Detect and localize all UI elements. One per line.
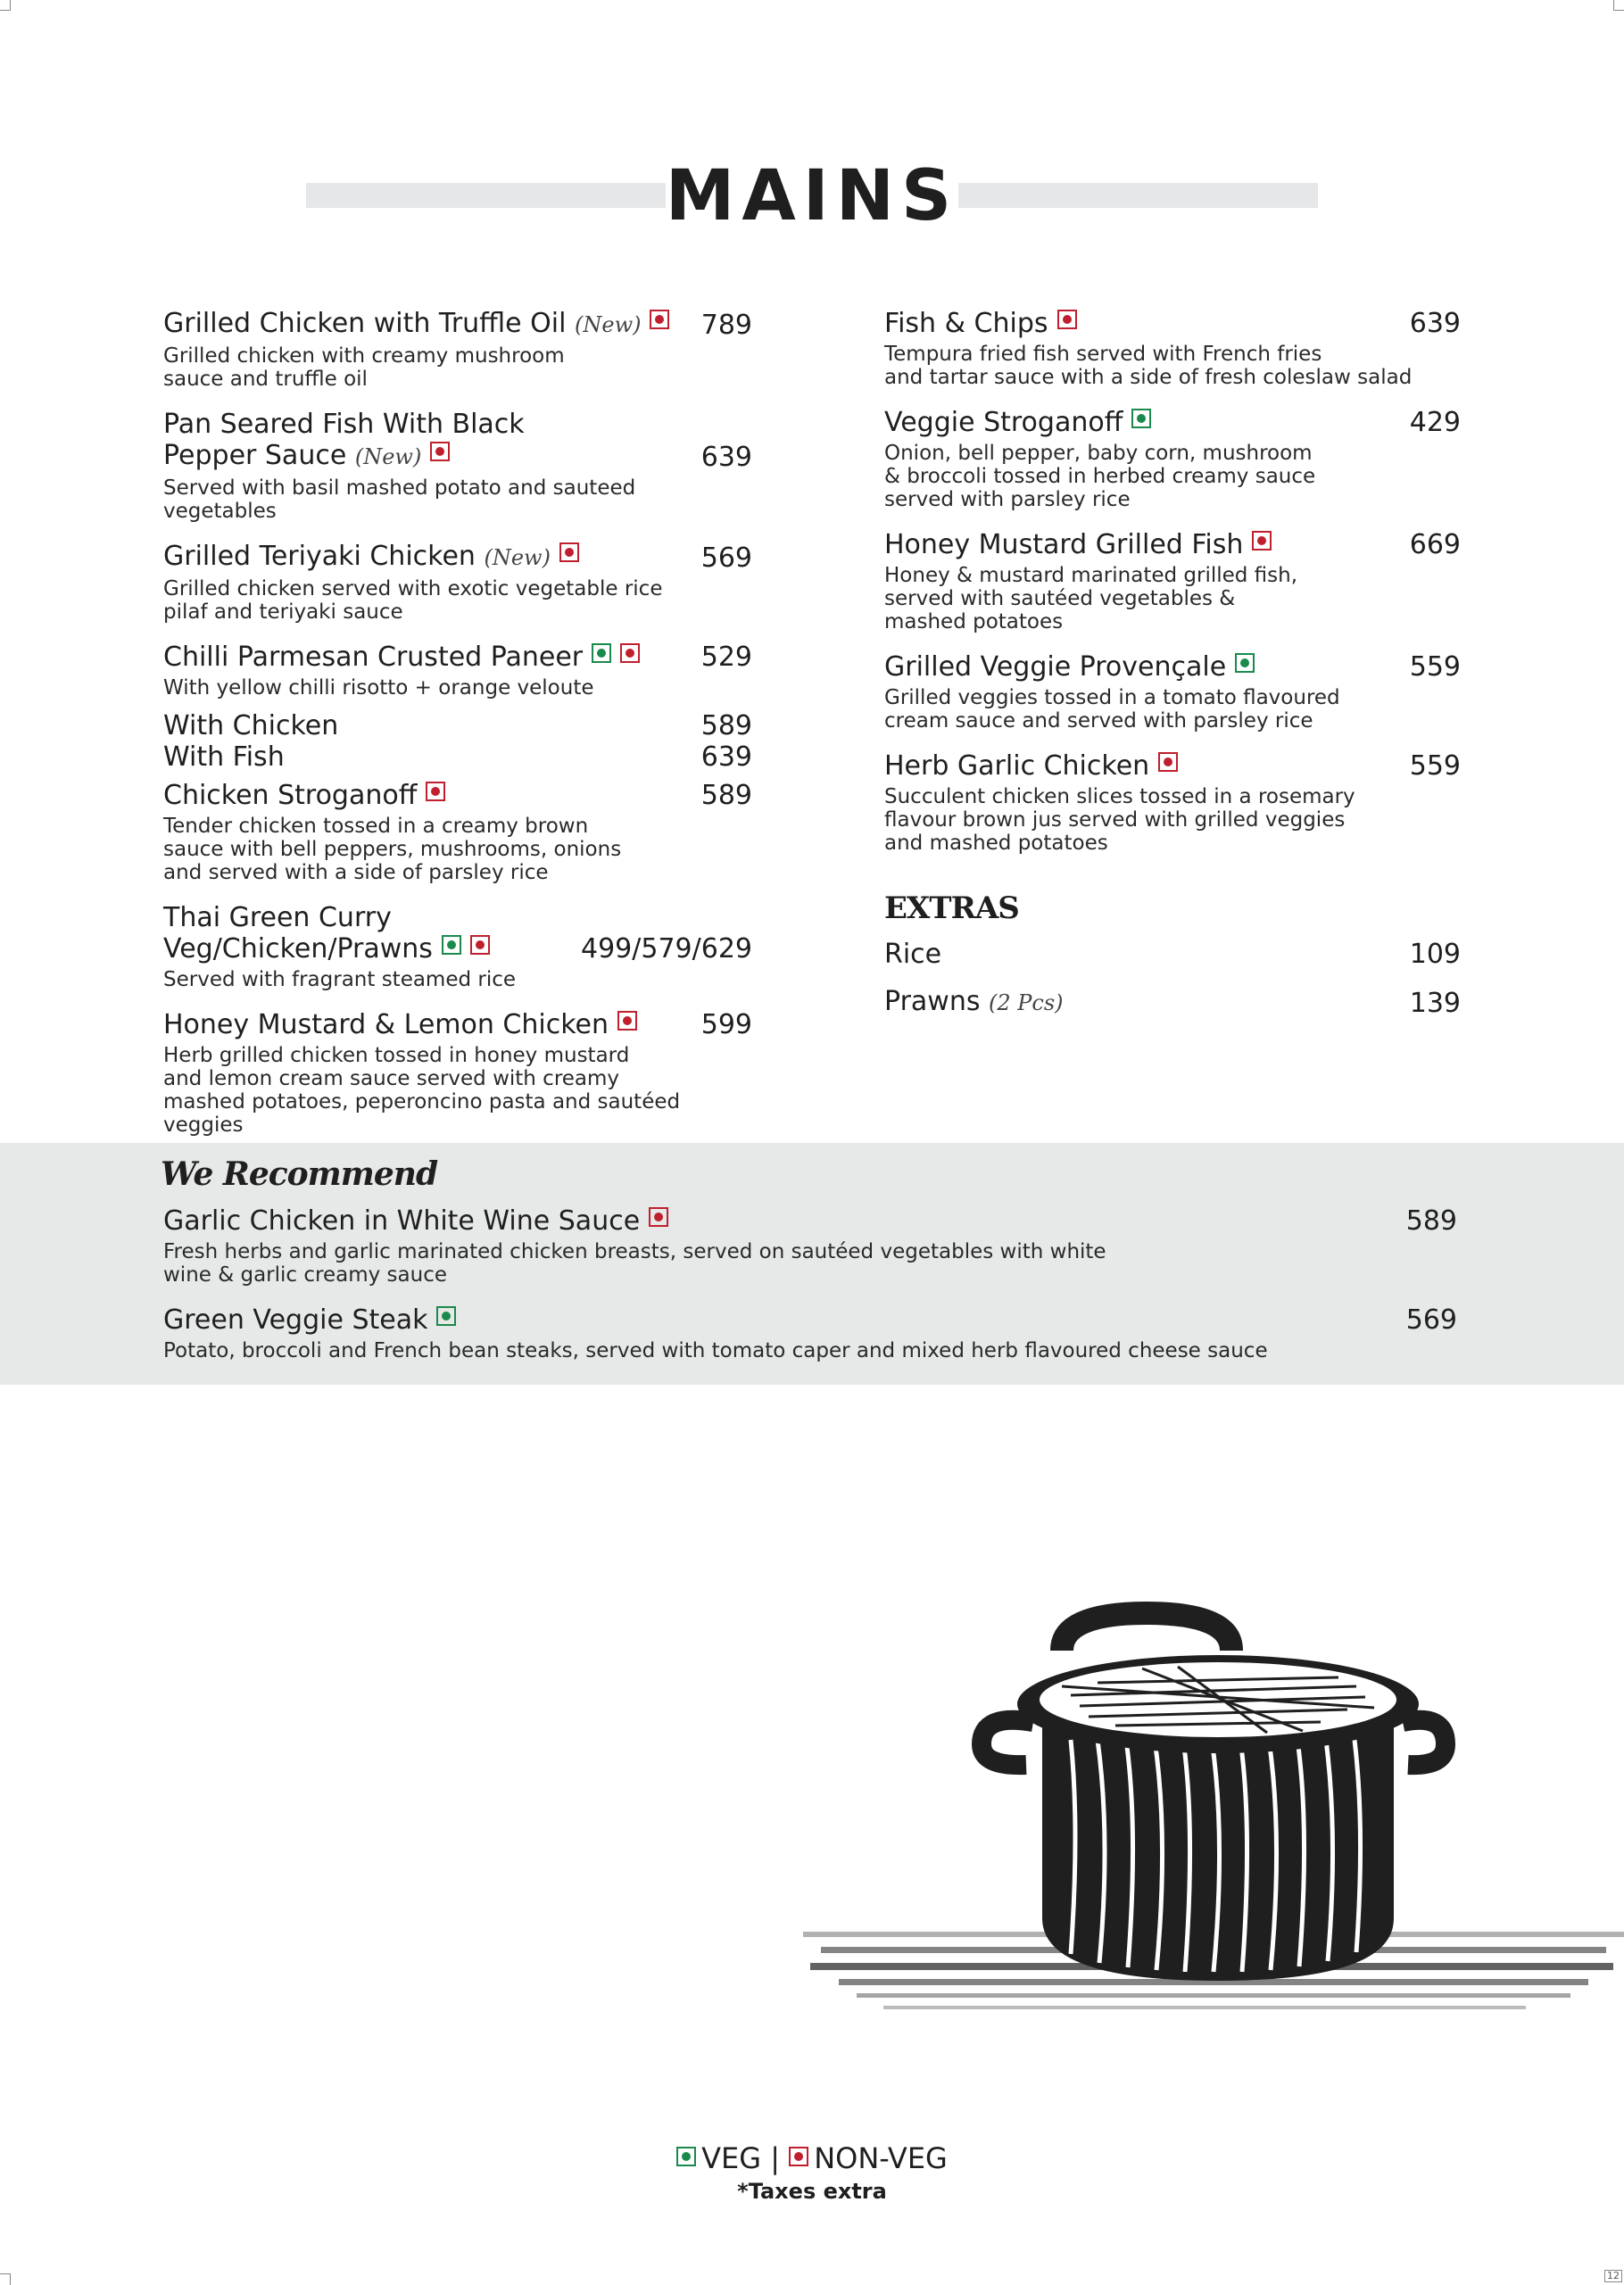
menu-item-tag: (New) bbox=[354, 444, 422, 469]
menu-item-name: Grilled Teriyaki Chicken bbox=[163, 541, 476, 572]
right-items bbox=[884, 308, 1461, 855]
menu-item-price: 529 bbox=[700, 642, 752, 673]
extra-item-name: Rice bbox=[884, 939, 942, 970]
menu-item-row bbox=[163, 1304, 1457, 1336]
legend-separator: | bbox=[770, 2141, 781, 2175]
extra-item bbox=[884, 939, 1461, 970]
non-veg-symbol-icon bbox=[649, 1207, 668, 1227]
menu-item-price: 589 bbox=[700, 780, 752, 811]
menu-item-description: Served with fragrant steamed rice bbox=[163, 968, 517, 991]
menu-item bbox=[163, 902, 752, 991]
menu-item-name: Green Veggie Steak bbox=[163, 1304, 428, 1336]
menu-item-row bbox=[884, 308, 1461, 339]
menu-item-heading bbox=[884, 529, 1272, 560]
menu-item bbox=[163, 780, 752, 884]
menu-item-description: Tender chicken tossed in a creamy brown sauce with bell peppers, mushrooms, onions and served with a side of parsley rice bbox=[163, 815, 622, 884]
menu-item-price: 789 bbox=[700, 310, 752, 341]
extra-item-row bbox=[884, 986, 1461, 1019]
non-veg-symbol-icon bbox=[789, 2147, 808, 2166]
menu-item-row bbox=[884, 407, 1461, 438]
extra-item-name: Prawns bbox=[884, 986, 981, 1017]
menu-item-description: Honey & mustard marinated grilled fish, served with sautéed vegetables & mashed potatoes bbox=[884, 564, 1298, 633]
menu-item-description: Grilled veggies tossed in a tomato flavoured cream sauce and served with parsley rice bbox=[884, 686, 1340, 733]
taxes-note: *Taxes extra bbox=[737, 2179, 887, 2204]
menu-item bbox=[163, 541, 752, 624]
menu-item-name: Grilled Veggie Provençale bbox=[884, 651, 1227, 683]
menu-item-price: 639 bbox=[700, 442, 752, 473]
menu-variant bbox=[163, 741, 752, 773]
menu-item-row bbox=[163, 780, 752, 811]
menu-item-name: Chicken Stroganoff bbox=[163, 780, 418, 811]
recommend-heading: We Recommend bbox=[161, 1155, 438, 1193]
menu-item-name: Honey Mustard Grilled Fish bbox=[884, 529, 1244, 560]
menu-item-row bbox=[884, 750, 1461, 782]
menu-item-row bbox=[163, 741, 752, 773]
menu-item-heading bbox=[884, 750, 1178, 782]
menu-item-name: Grilled Chicken with Truffle Oil bbox=[163, 308, 567, 339]
menu-item-name: Garlic Chicken in White Wine Sauce bbox=[163, 1205, 641, 1237]
menu-item bbox=[884, 750, 1461, 855]
menu-item-description: With yellow chilli risotto + orange veloute bbox=[163, 676, 594, 700]
menu-item-heading bbox=[163, 1009, 637, 1040]
extra-item-tag: (2 Pcs) bbox=[989, 990, 1064, 1015]
menu-item-price: 589 bbox=[700, 710, 752, 741]
menu-item-price: 669 bbox=[1409, 529, 1461, 560]
non-veg-symbol-icon bbox=[559, 542, 579, 562]
menu-item-row bbox=[163, 541, 752, 574]
menu-item-description: Served with basil mashed potato and sauteed vegetables bbox=[163, 476, 636, 523]
non-veg-symbol-icon bbox=[426, 782, 445, 801]
cooking-pot-icon bbox=[803, 1597, 1624, 2025]
menu-variant bbox=[163, 710, 752, 741]
menu-item-description: Herb grilled chicken tossed in honey mustard and lemon cream sauce served with creamy mashed potatoes, peperoncino pasta and sautéed veggies bbox=[163, 1044, 681, 1137]
non-veg-symbol-icon bbox=[1252, 531, 1272, 551]
legend-nonveg-label: NON-VEG bbox=[814, 2141, 948, 2175]
menu-item-price: 559 bbox=[1409, 750, 1461, 782]
menu-item-heading bbox=[163, 1304, 456, 1336]
menu-item-price: 639 bbox=[700, 741, 752, 773]
menu-item-name: Veggie Stroganoff bbox=[884, 407, 1123, 438]
menu-item-price: 499/579/629 bbox=[581, 933, 752, 965]
menu-item-heading bbox=[163, 1205, 668, 1237]
menu-item bbox=[163, 1304, 1457, 1362]
menu-item-name: Herb Garlic Chicken bbox=[884, 750, 1150, 782]
menu-item-heading bbox=[163, 780, 445, 811]
recommend-list bbox=[163, 1205, 1457, 1380]
extra-item-price: 109 bbox=[1409, 939, 1461, 970]
non-veg-symbol-icon bbox=[617, 1011, 637, 1031]
extra-item-row bbox=[884, 939, 1461, 970]
menu-item-price: 599 bbox=[700, 1009, 752, 1040]
menu-item-name: Fish & Chips bbox=[884, 308, 1048, 339]
menu-item-row bbox=[163, 1009, 752, 1040]
crop-mark bbox=[1613, 0, 1624, 11]
extra-item-heading bbox=[884, 939, 941, 970]
menu-item bbox=[163, 308, 752, 391]
extra-item-heading bbox=[884, 986, 1064, 1019]
menu-item-name: Pan Seared Fish With Black Pepper Sauce bbox=[163, 409, 525, 471]
menu-item-row bbox=[163, 1205, 1457, 1237]
menu-item-name: Chilli Parmesan Crusted Paneer bbox=[163, 642, 584, 673]
menu-item bbox=[163, 1205, 1457, 1287]
mains-left-column bbox=[163, 308, 752, 1155]
veg-symbol-icon bbox=[1235, 653, 1255, 673]
menu-item-heading bbox=[163, 409, 525, 473]
extras-heading: EXTRAS bbox=[884, 890, 1019, 926]
menu-item-price: 569 bbox=[700, 542, 752, 574]
menu-item-description: Succulent chicken slices tossed in a rosemary flavour brown jus served with grilled veggies and mashed potatoes bbox=[884, 785, 1355, 855]
menu-item-row bbox=[163, 642, 752, 673]
recommend-section bbox=[0, 1143, 1624, 1385]
diet-legend bbox=[0, 2141, 1624, 2175]
menu-item-price: 639 bbox=[1409, 308, 1461, 339]
menu-item-row bbox=[884, 651, 1461, 683]
veg-symbol-icon bbox=[592, 643, 611, 663]
menu-item-description: Fresh herbs and garlic marinated chicken breasts, served on sautéed vegetables with white wine & garlic creamy sauce bbox=[163, 1240, 1106, 1287]
menu-item-row bbox=[163, 710, 752, 741]
page-title: MAINS bbox=[665, 156, 959, 236]
menu-item-row bbox=[884, 529, 1461, 560]
menu-item-row bbox=[163, 308, 752, 341]
crop-mark bbox=[0, 0, 11, 11]
veg-symbol-icon bbox=[1131, 409, 1151, 428]
menu-item-heading bbox=[163, 308, 669, 341]
menu-item-price: 569 bbox=[1405, 1304, 1457, 1336]
menu-item-heading bbox=[884, 651, 1255, 683]
non-veg-symbol-icon bbox=[470, 935, 490, 955]
menu-item-description: Onion, bell pepper, baby corn, mushroom & broccoli tossed in herbed creamy sauce served with parsley rice bbox=[884, 442, 1316, 511]
menu-item-heading bbox=[884, 407, 1151, 438]
menu-item-heading bbox=[163, 642, 640, 673]
menu-item-name: Thai Green Curry Veg/Chicken/Prawns bbox=[163, 902, 433, 965]
non-veg-symbol-icon bbox=[1158, 752, 1178, 772]
menu-item-name: With Chicken bbox=[163, 710, 339, 741]
menu-item-name: Honey Mustard & Lemon Chicken bbox=[163, 1009, 609, 1040]
non-veg-symbol-icon bbox=[1057, 310, 1077, 329]
menu-item-price: 559 bbox=[1409, 651, 1461, 683]
veg-symbol-icon bbox=[436, 1306, 456, 1326]
menu-item bbox=[884, 529, 1461, 633]
non-veg-symbol-icon bbox=[650, 310, 669, 329]
menu-item-price: 429 bbox=[1409, 407, 1461, 438]
menu-item-heading bbox=[163, 741, 285, 773]
menu-item bbox=[163, 1009, 752, 1137]
menu-item-description: Potato, broccoli and French bean steaks, served with tomato caper and mixed herb flavoured cheese sauce bbox=[163, 1339, 1268, 1362]
menu-item bbox=[163, 642, 752, 700]
veg-symbol-icon bbox=[676, 2147, 696, 2166]
menu-item-description: Grilled chicken served with exotic vegetable rice pilaf and teriyaki sauce bbox=[163, 577, 663, 624]
non-veg-symbol-icon bbox=[620, 643, 640, 663]
menu-item-heading bbox=[163, 710, 338, 741]
menu-item-heading bbox=[884, 308, 1077, 339]
legend-veg-label: VEG bbox=[701, 2141, 762, 2175]
menu-item-name: With Fish bbox=[163, 741, 285, 773]
extra-item-price: 139 bbox=[1409, 988, 1461, 1019]
veg-symbol-icon bbox=[442, 935, 461, 955]
extra-item bbox=[884, 986, 1461, 1019]
menu-item-row bbox=[163, 902, 752, 965]
non-veg-symbol-icon bbox=[430, 442, 450, 461]
menu-item-price: 589 bbox=[1405, 1205, 1457, 1237]
mains-right-column bbox=[884, 308, 1461, 1035]
menu-item-tag: (New) bbox=[484, 545, 551, 570]
crop-mark bbox=[0, 2273, 11, 2285]
menu-item-description: Tempura fried fish served with French fries and tartar sauce with a side of fresh coleslaw salad bbox=[884, 343, 1413, 389]
menu-item bbox=[884, 407, 1461, 511]
menu-item bbox=[163, 409, 752, 523]
menu-item-heading bbox=[163, 902, 490, 965]
menu-item-tag: (New) bbox=[575, 312, 642, 337]
extras-list bbox=[884, 939, 1461, 1019]
menu-item-row bbox=[163, 409, 752, 473]
menu-item-description: Grilled chicken with creamy mushroom sauce and truffle oil bbox=[163, 344, 565, 391]
menu-item-heading bbox=[163, 541, 579, 574]
menu-item bbox=[884, 308, 1461, 389]
menu-item bbox=[884, 651, 1461, 733]
page-title-wrap bbox=[0, 152, 1624, 241]
page-number: 12 bbox=[1604, 2270, 1622, 2282]
